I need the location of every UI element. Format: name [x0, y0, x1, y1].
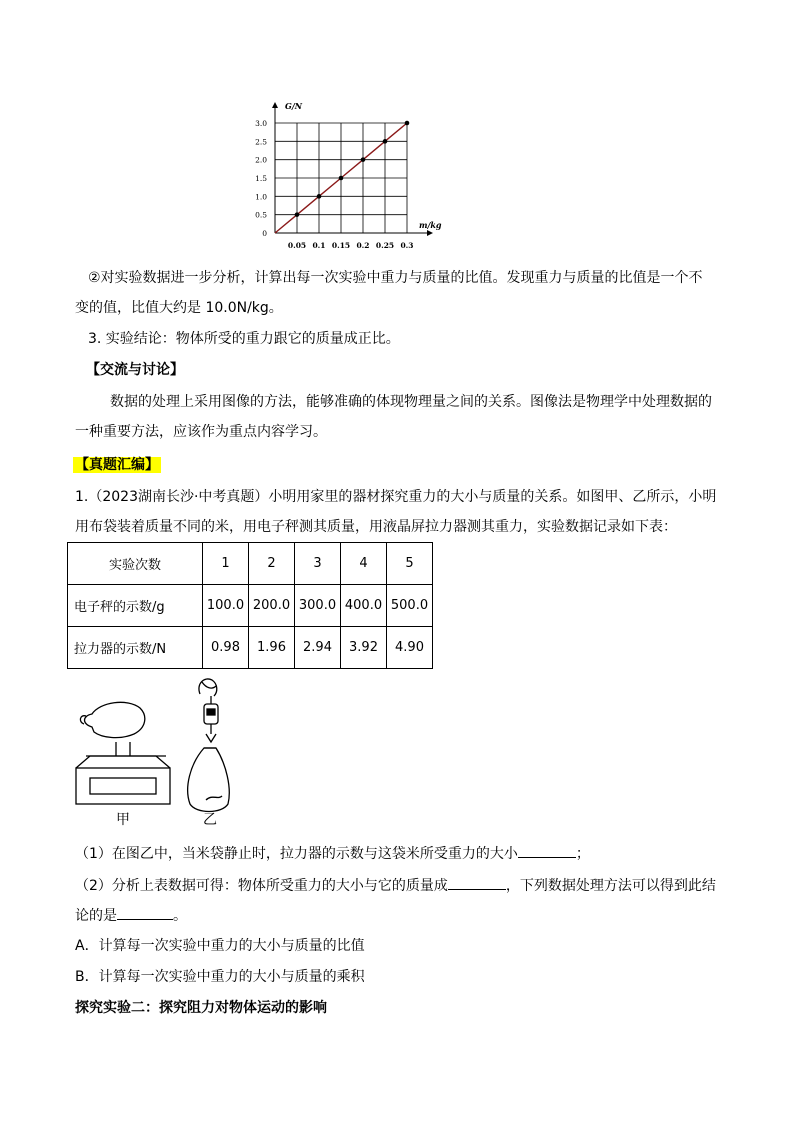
sub-question-1-end: ； — [575, 846, 590, 862]
table-cell: 5 — [387, 543, 433, 585]
section-heading-2: 探究实验二：探究阻力对物体运动的影响 — [75, 1000, 327, 1016]
y-tick-label: 0 — [262, 229, 267, 238]
table-row — [68, 627, 433, 669]
table-cell: 2.94 — [295, 627, 341, 669]
sub-question-2-line-2-text: 论的是 — [75, 908, 117, 924]
table-cell: 实验次数 — [68, 543, 203, 585]
table-cell: 300.0 — [295, 585, 341, 627]
x-tick-label: 0.1 — [312, 241, 326, 250]
table-cell: 3 — [295, 543, 341, 585]
discussion-line-2: 一种重要方法，应该作为重点内容学习。 — [75, 424, 327, 440]
y-tick-label: 2.5 — [255, 137, 267, 147]
sub-question-2-line-1 — [75, 875, 716, 896]
electronic-scale-illustration — [76, 702, 170, 804]
y-tick-label: 1.5 — [255, 174, 267, 183]
table-cell: 2 — [249, 543, 295, 585]
table-cell: 电子秤的示数/g — [68, 585, 203, 627]
question-1-line-2: 用布袋装着质量不同的米，用电子秤测其质量，用液晶屏拉力器测其重力，实验数据记录如下表： — [75, 519, 677, 535]
answer-blank-2[interactable] — [448, 875, 506, 890]
sub-question-2-text: （2）分析上表数据可得：物体所受重力的大小与它的质量成 — [75, 878, 448, 894]
sub-question-1 — [75, 843, 590, 864]
y-tick-label: 0.5 — [255, 210, 267, 220]
x-tick-label: 0.25 — [375, 241, 395, 250]
analysis-line-2: 变的值，比值大约是 10.0N/kg。 — [75, 300, 283, 316]
y-axis-label: G/N — [285, 101, 303, 111]
data-point — [317, 194, 322, 199]
y-tick-label: 3.0 — [255, 119, 267, 128]
sub-question-2-end: 。 — [173, 908, 187, 924]
table-cell: 1.96 — [249, 627, 295, 669]
option-a[interactable]: A．计算每一次实验中重力的大小与质量的比值 — [75, 938, 365, 954]
x-tick-label: 0.15 — [331, 241, 351, 250]
apparatus-figure — [72, 672, 252, 832]
data-point — [295, 212, 300, 217]
answer-blank-1[interactable] — [518, 843, 576, 858]
sub-question-2-text-b: ，下列数据处理方法可以得到此结 — [505, 878, 716, 894]
conclusion: 3. 实验结论：物体所受的重力跟它的质量成正比。 — [88, 331, 400, 347]
data-point — [361, 157, 366, 162]
discussion-line-1: 数据的处理上采用图像的方法，能够准确的体现物理量之间的关系。图像法是物理学中处理数据的 — [110, 394, 712, 410]
data-point — [405, 121, 410, 126]
sub-question-1-text: （1）在图乙中，当米袋静止时，拉力器的示数与这袋米所受重力的大小 — [75, 846, 518, 862]
table-cell: 200.0 — [249, 585, 295, 627]
table-cell: 3.92 — [341, 627, 387, 669]
question-1-line-1: 1.（2023湖南长沙·中考真题）小明用家里的器材探究重力的大小与质量的关系。如图甲、乙所示，小明 — [75, 489, 717, 505]
table-row — [68, 585, 433, 627]
table-cell: 400.0 — [341, 585, 387, 627]
table-cell: 0.98 — [203, 627, 249, 669]
section-tag: 【真题汇编】 — [75, 457, 159, 473]
chart-series — [275, 121, 409, 233]
data-table — [67, 542, 433, 669]
option-b[interactable]: B．计算每一次实验中重力的大小与质量的乘积 — [75, 969, 365, 985]
y-axis-arrow — [272, 102, 278, 108]
table-cell: 1 — [203, 543, 249, 585]
table-cell: 100.0 — [203, 585, 249, 627]
spring-scale-illustration — [188, 679, 230, 812]
x-axis-label: m/kg — [419, 220, 442, 230]
discussion-heading: 【交流与讨论】 — [86, 362, 184, 378]
x-tick-label: 0.05 — [287, 241, 307, 250]
table-row — [68, 543, 433, 585]
data-point — [339, 176, 344, 181]
y-tick-label: 1.0 — [255, 192, 267, 202]
gravity-mass-chart — [240, 100, 460, 255]
figure-label-jia: 甲 — [116, 812, 130, 828]
y-tick-label: 2.0 — [255, 155, 267, 165]
table-cell: 4 — [341, 543, 387, 585]
sub-question-2-line-2 — [75, 905, 187, 926]
table-cell: 4.90 — [387, 627, 433, 669]
answer-blank-3[interactable] — [117, 905, 173, 920]
table-cell: 拉力器的示数/N — [68, 627, 203, 669]
x-tick-label: 0.2 — [356, 241, 370, 250]
data-point — [383, 139, 388, 144]
x-axis-arrow — [427, 230, 433, 236]
figure-label-yi: 乙 — [203, 812, 217, 828]
analysis-line-1: ②对实验数据进一步分析，计算出每一次实验中重力与质量的比值。发现重力与质量的比值是一个不 — [88, 270, 703, 286]
x-tick-label: 0.3 — [400, 241, 414, 250]
table-cell: 500.0 — [387, 585, 433, 627]
